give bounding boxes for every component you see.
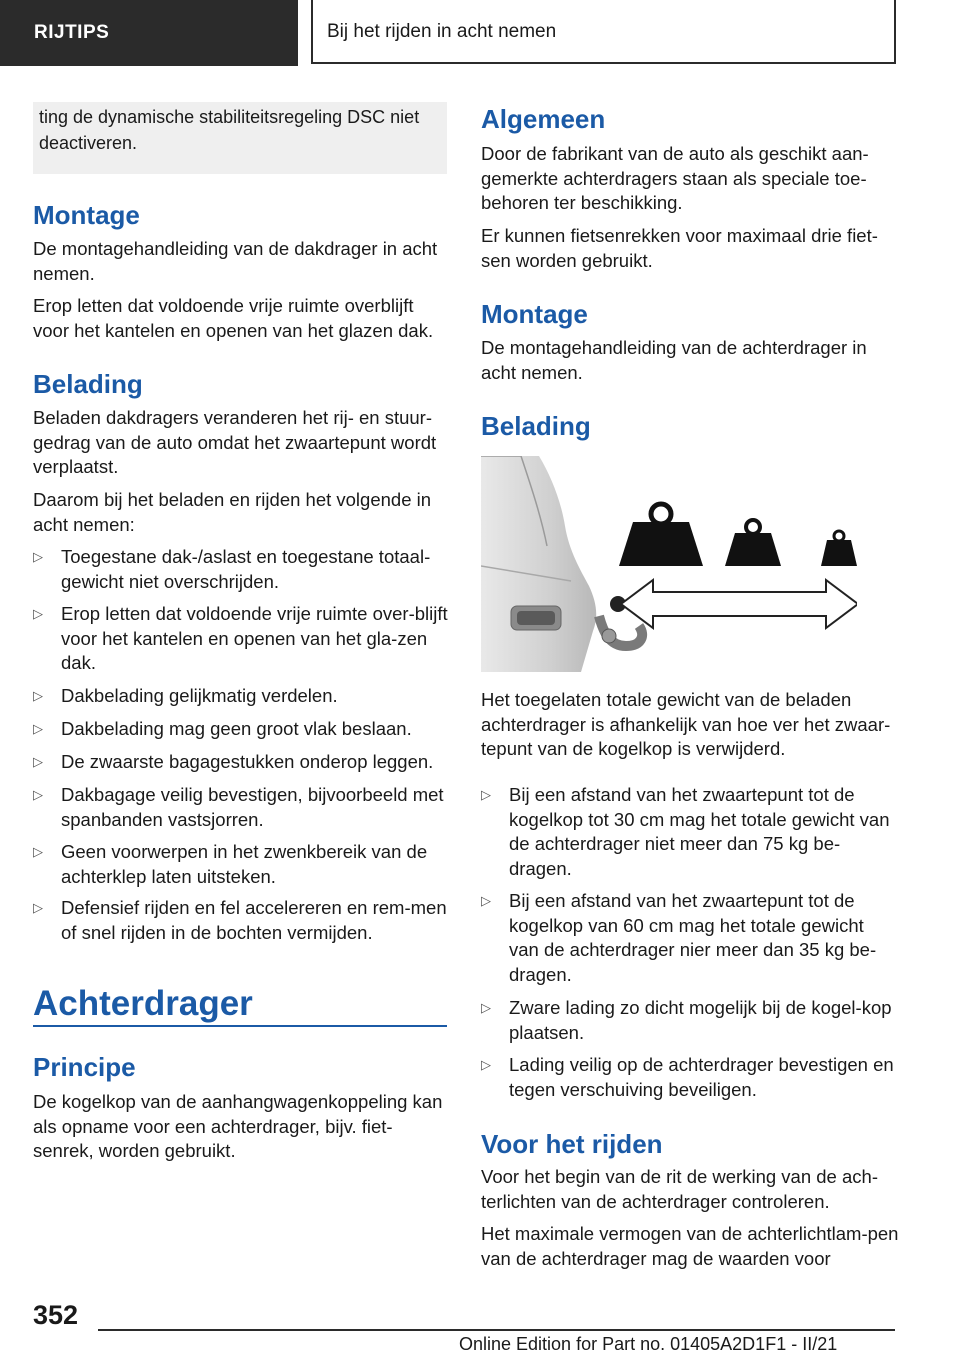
voor-p1: Voor het begin van de rit de werking van de ach-terlichten van de achterdrager controleren. xyxy=(481,1166,878,1212)
page-number: 352 xyxy=(33,1300,79,1330)
note-box: ting de dynamische stabiliteitsregeling DSC niet deactiveren. xyxy=(33,102,447,174)
list-item: ▷ Dakbagage veilig bevestigen, bijvoorbeeld met spanbanden vastsjorren. xyxy=(33,784,444,830)
list-item: ▷ Lading veilig op de achterdrager bevestigen en tegen verschuiving beveiligen. xyxy=(481,1054,894,1100)
chapter-title-box xyxy=(311,0,896,64)
heading-algemeen: Algemeen xyxy=(481,104,606,134)
algemeen-p1: Door de fabrikant van de auto als geschikt aan-gemerkte achterdragers staan als speciale toe-behoren ter beschikking. xyxy=(481,143,869,213)
weight-small-icon xyxy=(821,531,857,566)
heading-montage-right: Montage xyxy=(481,299,588,329)
triangle-right-icon: ▷ xyxy=(33,754,43,769)
load-distance-illustration xyxy=(481,456,857,672)
list-item: ▷ Bij een afstand van het zwaartepunt tot de kogelkop van 60 cm mag het totale gewicht van de achterdrager nier meer dan 35 kg be-dragen. xyxy=(481,890,877,985)
list-item: ▷ Defensief rijden en fel accelereren en rem-men of snel rijden in de bochten vermijden. xyxy=(33,897,447,943)
principe-p: De kogelkop van de aanhangwagenkoppeling kan als opname voor een achterdrager, bijv. fiet-senrek, worden gebruikt. xyxy=(33,1091,443,1161)
montage-left-p2: Erop letten dat voldoende vrije ruimte overblijft voor het kantelen en openen van het glazen dak. xyxy=(33,295,434,341)
triangle-right-icon: ▷ xyxy=(33,844,43,859)
weight-medium-icon xyxy=(725,520,781,566)
triangle-right-icon: ▷ xyxy=(33,606,43,621)
page-header xyxy=(0,0,960,66)
footer-rule xyxy=(98,1329,895,1331)
triangle-right-icon: ▷ xyxy=(33,787,43,802)
list-item: ▷ Zware lading zo dicht mogelijk bij de kogel-kop plaatsen. xyxy=(481,997,892,1043)
triangle-right-icon: ▷ xyxy=(33,721,43,736)
list-item: ▷ Dakbelading mag geen groot vlak beslaan. xyxy=(33,717,449,742)
triangle-right-icon: ▷ xyxy=(481,893,491,908)
heading-achterdrager: Achterdrager xyxy=(33,984,253,1023)
heading-rule xyxy=(33,1025,447,1027)
triangle-right-icon: ▷ xyxy=(481,787,491,802)
voor-p2: Het maximale vermogen van de achterlichtlam-pen van de achterdrager mag de waarden voor xyxy=(481,1223,899,1269)
distance-arrow xyxy=(621,580,857,628)
montage-left-p1: De montagehandleiding van de dakdrager in acht nemen. xyxy=(33,238,438,284)
list-item: ▷ Toegestane dak-/aslast en toegestane totaal-gewicht niet overschrijden. xyxy=(33,546,431,592)
heading-montage-left: Montage xyxy=(33,200,140,230)
heading-voor-het-rijden: Voor het rijden xyxy=(481,1129,663,1159)
triangle-right-icon: ▷ xyxy=(33,900,43,915)
belading-left-p1: Beladen dakdragers veranderen het rij- en stuur-gedrag van de auto omdat het zwaartepunt wordt verplaatst. xyxy=(33,407,437,477)
list-item: ▷ De zwaarste bagagestukken onderop leggen. xyxy=(33,750,449,775)
triangle-right-icon: ▷ xyxy=(33,549,43,564)
belading-right-p: Het toegelaten totale gewicht van de beladen achterdrager is afhankelijk van hoe ver het zwaar-tepunt van de kogelkop is verwijderd. xyxy=(481,689,891,759)
list-item: ▷ Erop letten dat voldoende vrije ruimte over-blijft voor het kantelen en openen van het gla-zen dak. xyxy=(33,603,448,673)
car-body-shape xyxy=(481,456,596,672)
list-item: ▷ Geen voorwerpen in het zwenkbereik van de achterklep laten uitsteken. xyxy=(33,841,428,887)
section-tab: RIJTIPS xyxy=(0,0,298,66)
triangle-right-icon: ▷ xyxy=(481,1057,491,1072)
algemeen-p2: Er kunnen fietsenrekken voor maximaal drie fiet-sen worden gebruikt. xyxy=(481,225,878,271)
weight-large-icon xyxy=(619,504,703,566)
heading-principe: Principe xyxy=(33,1052,136,1082)
montage-right-p: De montagehandleiding van de achterdrager in acht nemen. xyxy=(481,337,867,383)
list-item: ▷ Bij een afstand van het zwaartepunt tot de kogelkop tot 30 cm mag het totale gewicht van de achterdrager niet meer dan 75 kg be-dragen. xyxy=(481,784,890,879)
heading-belading-right: Belading xyxy=(481,411,591,441)
footer-edition: Online Edition for Part no. 01405A2D1F1 - II/21 xyxy=(459,1334,838,1354)
list-item: ▷ Dakbelading gelijkmatig verdelen. xyxy=(33,684,449,709)
triangle-right-icon: ▷ xyxy=(481,1000,491,1015)
chapter-title: Bij het rijden in acht nemen xyxy=(327,21,557,42)
triangle-right-icon: ▷ xyxy=(33,688,43,703)
heading-belading-left: Belading xyxy=(33,369,143,399)
belading-left-p2: Daarom bij het beladen en rijden het volgende in acht nemen: xyxy=(33,489,432,535)
